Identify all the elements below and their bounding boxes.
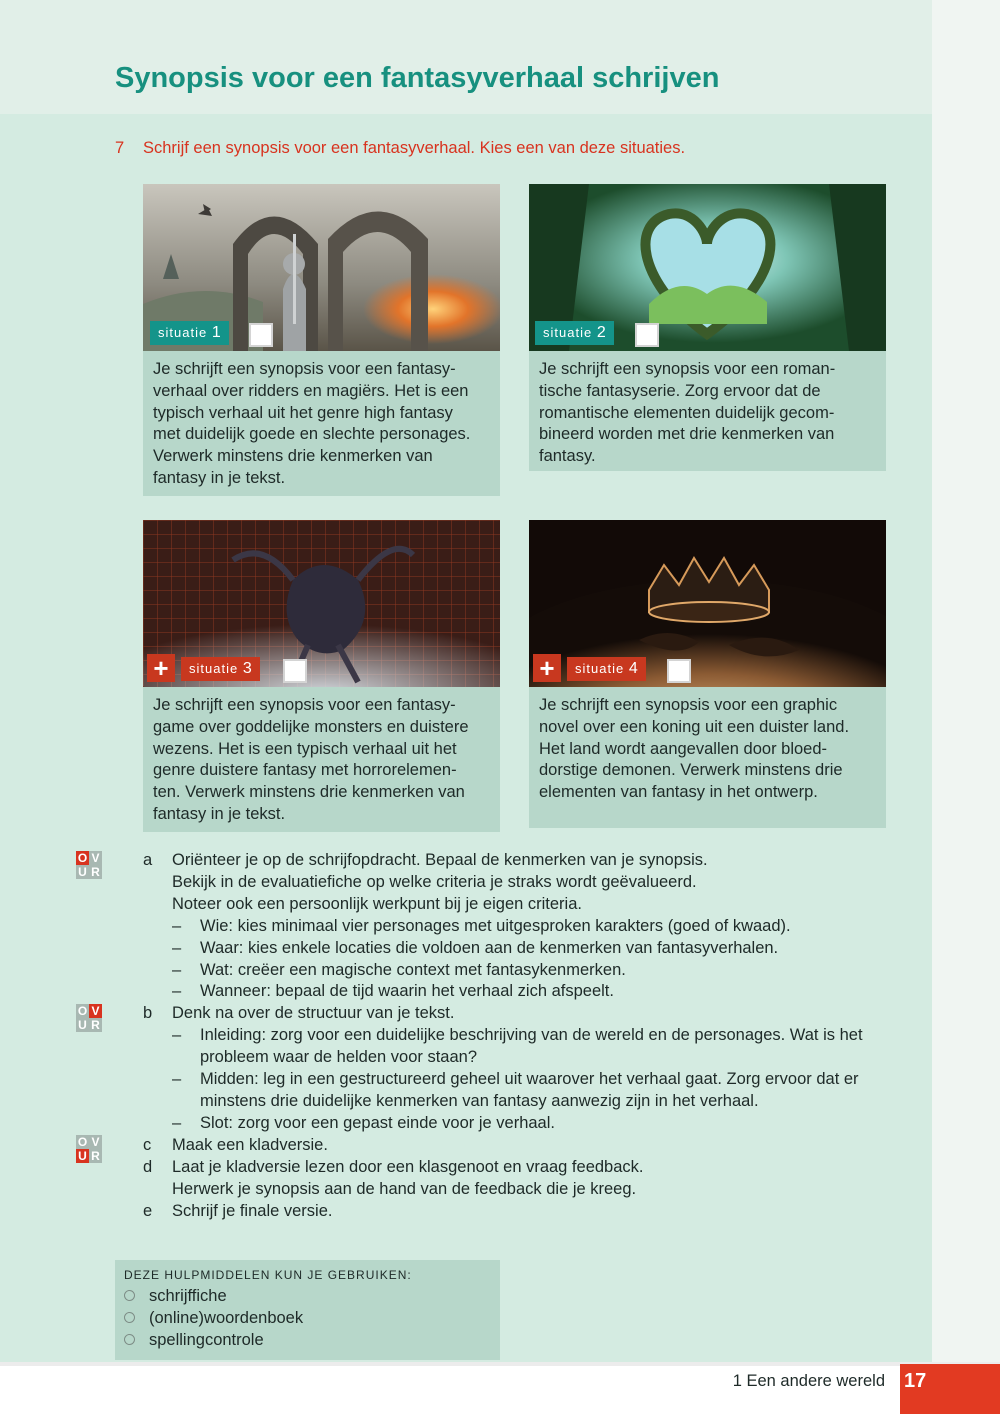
assignment-steps [143,850,903,1222]
sub-item: – Waar: kies enkele locaties die voldoen aan de kenmerken van fantasyverhalen. [172,938,779,957]
step-c: c Maak een kladversie. [143,1135,328,1154]
situation-card-2 [529,184,886,471]
chapter-label: 1 Een andere wereld [732,1372,885,1390]
situation-card-1 [143,184,500,496]
crown-image [529,520,886,687]
resources-box [115,1260,500,1360]
header-band [0,0,932,114]
resources-heading: DEZE HULPMIDDELEN KUN JE GEBRUIKEN: [124,1268,412,1282]
task-text: Schrijf een synopsis voor een fantasyverhaal. Kies een van deze situaties. [143,139,686,157]
step-a: a Oriënteer je op de schrijfopdracht. Bepaal de kenmerken van je synopsis. Bekijk in de evaluatiefiche op welke criteria je straks wordt geëvalueerd. Noteer ook een persoonlijk werkpunt bij je eigen criteria. – Wie: kies minimaal vier personages met uitgesproken karakters (goed of kwaad). – Waar: kies enkele locaties die voldoen aan de kenmerken van fantasyverhalen. – Wat: creëer een magische context met fantasykenmerken. – Wanneer: bepaal de tijd waarin het verhaal zich afspeelt. [143,850,903,1003]
situation-description: Je schrijft een synopsis voor een roman- tische fantasyserie. Zorg ervoor dat de romantische elementen duidelijk gecom- bineerd worden met drie kenmerken van fantasy. [529,351,886,471]
resource-item[interactable]: spellingcontrole [124,1329,500,1351]
task-number: 7 [115,139,125,157]
right-margin-strip [932,0,1000,1362]
situation-3-checkbox[interactable] [283,659,307,683]
task-instruction [115,139,685,158]
situation-card-4 [529,520,886,828]
knight-in-ruins-image [143,184,500,351]
resource-item[interactable]: schrijffiche [124,1285,500,1307]
sub-item: – Midden: leg in een gestructureerd geheel uit waarover het verhaal gaat. Zorg ervoor dat er minstens drie duidelijke kenmerken van fantasy aanwezig zijn in het verhaal. [172,1070,859,1110]
resource-item[interactable]: (online)woordenboek [124,1307,500,1329]
advanced-plus-icon: + [147,654,175,682]
sub-item: – Wie: kies minimaal vier personages met uitgesproken karakters (goed of kwaad). [172,916,791,935]
situation-badge: situatie 1 [150,321,229,345]
step-b: b Denk na over de structuur van je tekst. – Inleiding: zorg voor een duidelijke beschrijving van de wereld en de personages. Wat is het probleem waar de helden voor staan? – Midden: leg in een gestructureerd geheel uit waarover het verhaal gaat. Zorg ervoor dat er minstens drie duidelijke kenmerken van fantasy aanwezig zijn in het verhaal. – Slot: zorg voor een gepast einde voor je verhaal. [143,1003,903,1134]
ovur-marker-prepare: O V U R [76,1004,106,1032]
radio-circle-icon [124,1290,135,1301]
heart-shaped-tree-image [529,184,886,351]
step-d: d Laat je kladversie lezen door een klasgenoot en vraag feedback. Herwerk je synopsis aan de hand van de feedback die je kreeg. [143,1157,644,1198]
situation-description: Je schrijft een synopsis voor een graphic novel over een koning uit een duister land. Het land wordt aangevallen door bloed- dorstige demonen. Verwerk minstens drie elementen van fantasy in het ontwerp. [529,687,886,828]
situation-badge: situatie 4 [567,657,646,681]
sub-item: – Wanneer: bepaal de tijd waarin het verhaal zich afspeelt. [172,982,614,1001]
step-e: e Schrijf je finale versie. [143,1201,333,1220]
situation-card-3 [143,520,500,832]
situation-2-checkbox[interactable] [635,323,659,347]
situation-badge: situatie 3 [181,657,260,681]
situation-description: Je schrijft een synopsis voor een fantasy- game over goddelijke monsters en duistere wezens. Het is een typisch verhaal uit het genre duistere fantasy met horrorelemen- ten. Verwerk minstens drie kenmerken van fantasy in je tekst. [143,687,500,832]
monster-creature-image [143,520,500,687]
page-title: Synopsis voor een fantasyverhaal schrijven [115,62,720,94]
ovur-marker-execute: O V U R [76,1135,106,1163]
advanced-plus-icon: + [533,654,561,682]
radio-circle-icon [124,1334,135,1345]
page-number: 17 [900,1364,1000,1414]
ovur-marker-orient: O V U R [76,851,106,879]
sub-item: – Inleiding: zorg voor een duidelijke beschrijving van de wereld en de personages. Wat is het probleem waar de helden voor staan? [172,1026,863,1067]
situation-4-checkbox[interactable] [667,659,691,683]
sub-item: – Slot: zorg voor een gepast einde voor je verhaal. [172,1113,555,1132]
situation-description: Je schrijft een synopsis voor een fantasy- verhaal over ridders en magiërs. Het is een typisch verhaal uit het genre high fantasy met duidelijk goede en slechte personages. Verwerk minstens drie kenmerken van fantasy in je tekst. [143,351,500,496]
sub-item: – Wat: creëer een magische context met fantasykenmerken. [172,960,626,979]
situation-badge: situatie 2 [535,321,614,345]
radio-circle-icon [124,1312,135,1323]
situation-1-checkbox[interactable] [249,323,273,347]
